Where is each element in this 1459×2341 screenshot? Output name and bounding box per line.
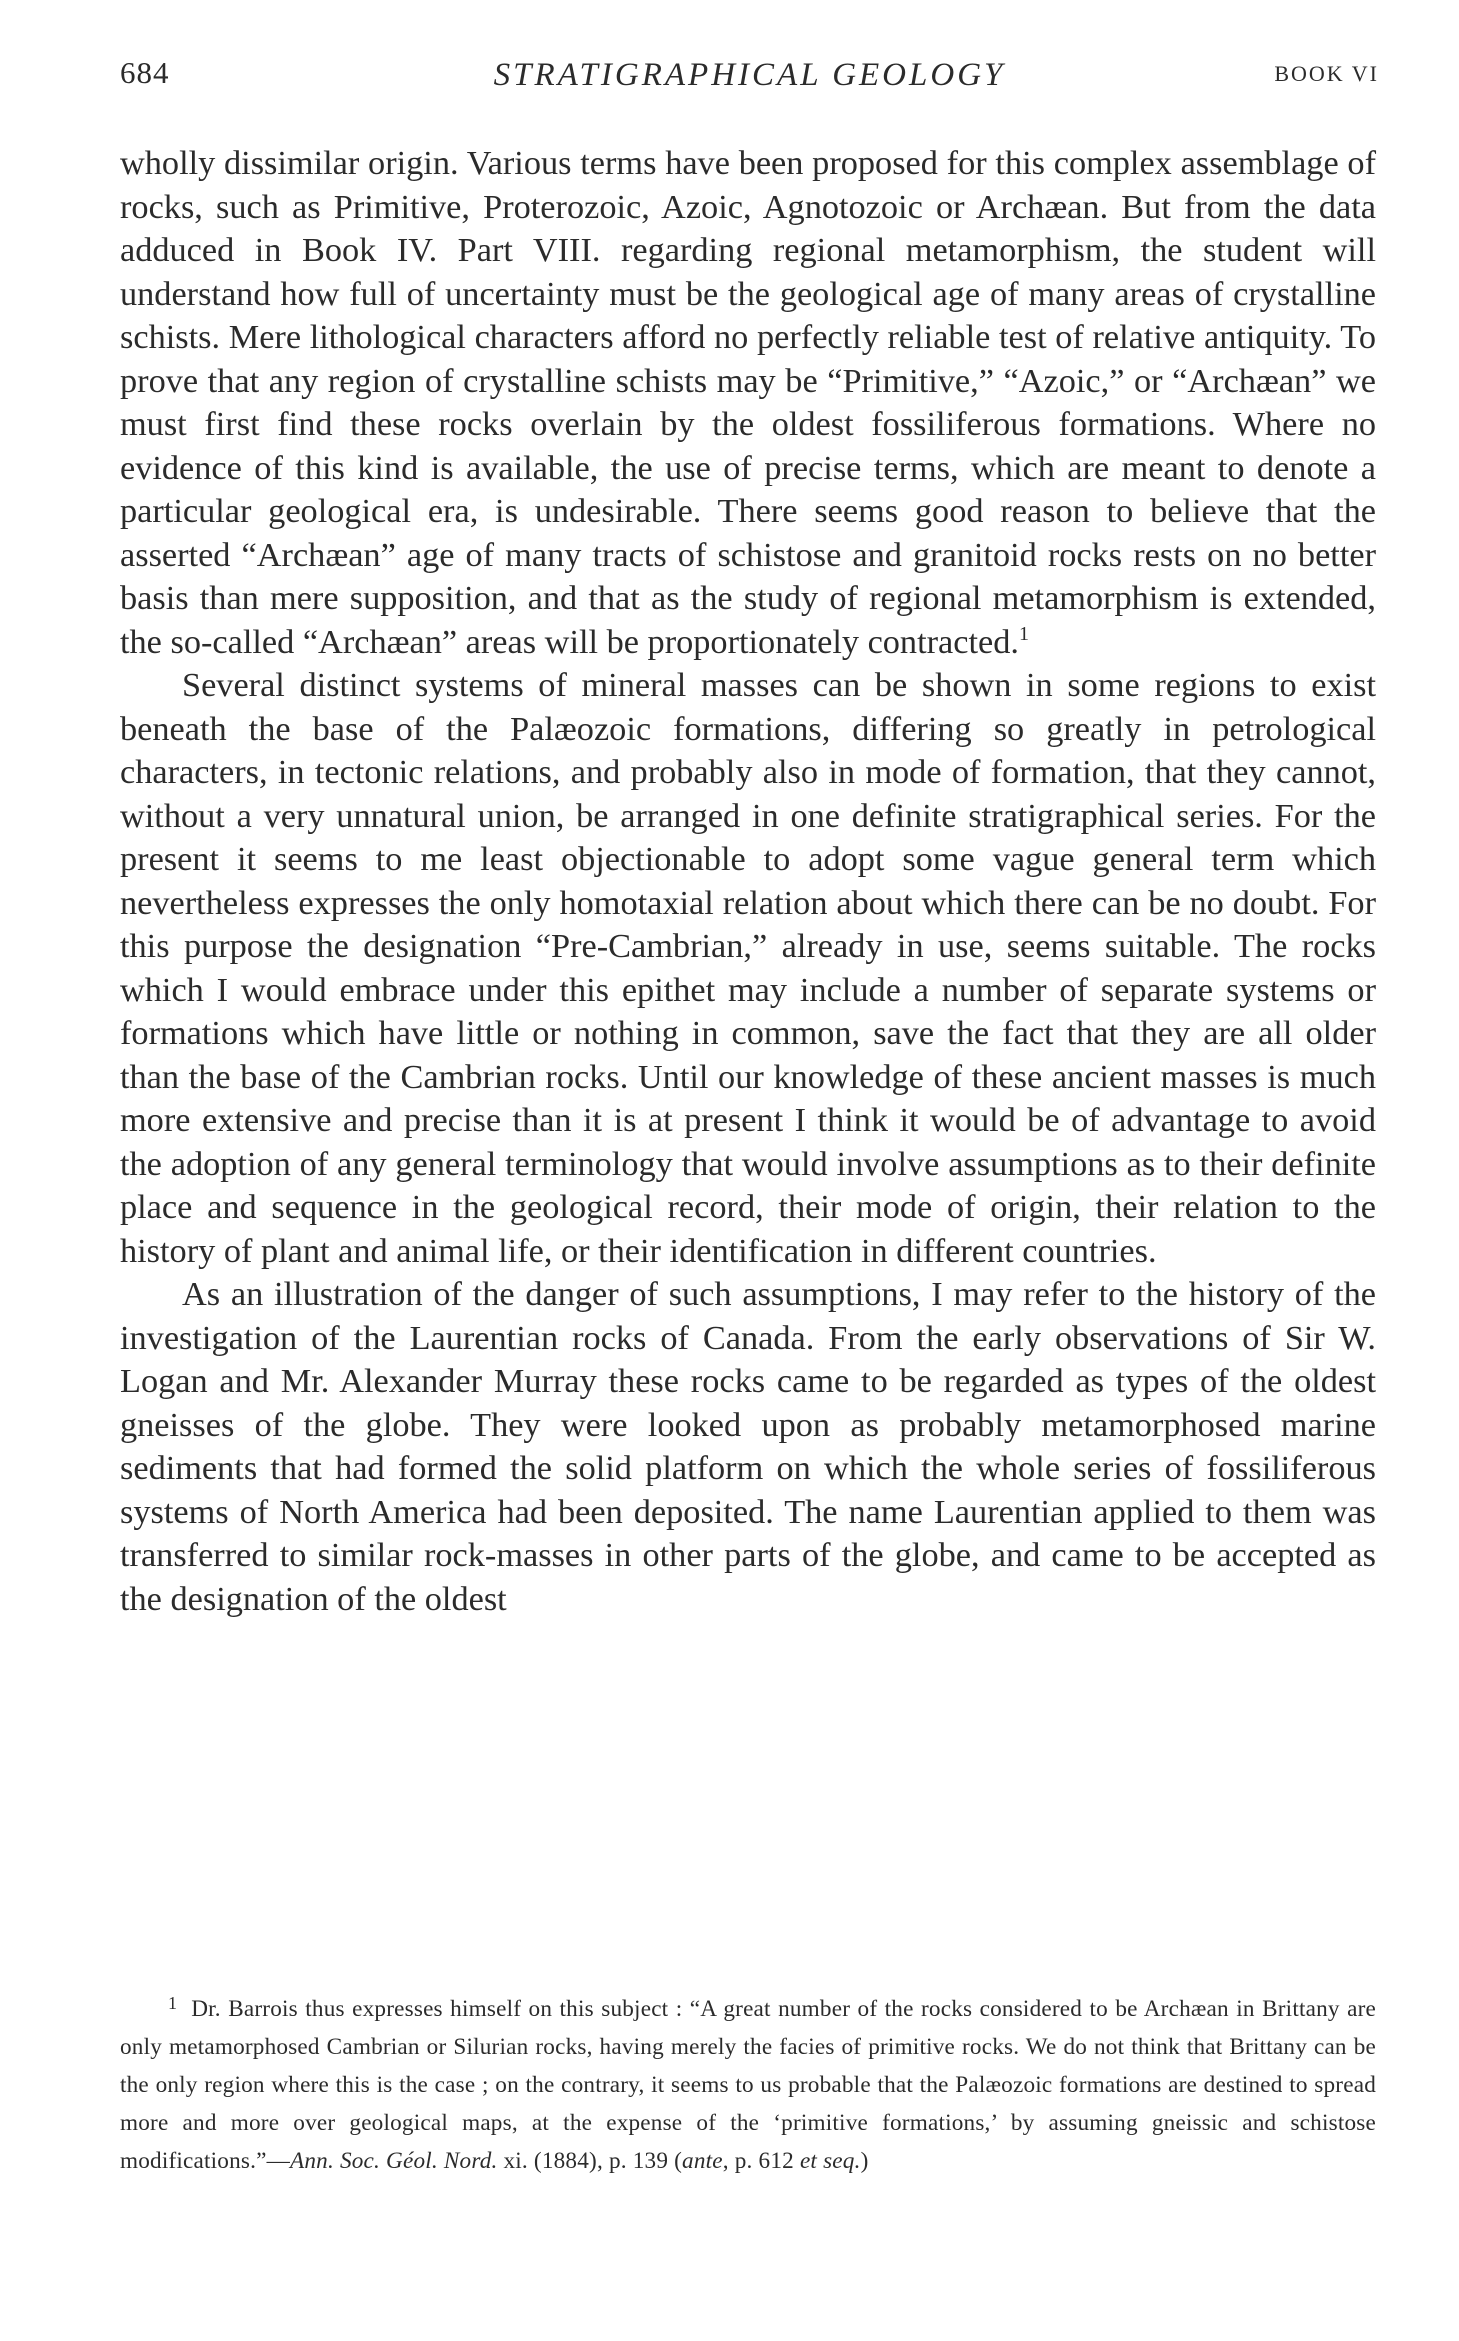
- footnote-section: [120, 1990, 1376, 2180]
- footnote-citation: xi. (1884), p. 139 (: [497, 2148, 683, 2174]
- main-text: [120, 142, 1376, 1621]
- page-number: 684: [120, 55, 170, 90]
- running-title: STRATIGRAPHICAL GEOLOGY: [493, 57, 1006, 93]
- paragraph-text: As an illustration of the danger of such assumptions, I may refer to the history of the investigation of the Laurentian rocks of Canada. From the early observations of Sir W. Logan and Mr. Alexander Murray these rocks came to be regarded as types of the oldest gneisses of the globe. They were looked upon as probably metamorphosed marine sediments that had formed the solid platform on which the whole series of fossiliferous systems of North America had been deposited. The name Laurentian applied to them was transferred to similar rock-masses in other parts of the globe, and came to be accepted as the designation of the oldest: [120, 1275, 1376, 1618]
- footnote-source: Ann. Soc. Géol. Nord.: [290, 2148, 498, 2174]
- paragraph-2: [120, 664, 1376, 1273]
- book-reference: BOOK VI: [1274, 61, 1379, 86]
- paragraph-text: wholly dissimilar origin. Various terms have been proposed for this complex assemblage of rocks, such as Primitive, Proterozoic, Azoic, Agnotozoic or Archæan. But from the data adduced in Book IV. Part VIII. regarding regional metamorphism, the student will understand how full of uncertainty must be the geological age of many areas of crystalline schists. Mere lithological characters afford no perfectly reliable test of relative antiquity. To prove that any region of crystalline schists may be “Primitive,” “Azoic,” or “Archæan” we must first find these rocks overlain by the oldest fossiliferous formations. Where no evidence of this kind is available, the use of precise terms, which are meant to denote a particular geological era, is undesirable. There seems good reason to believe that the asserted “Archæan” age of many tracts of schistose and granitoid rocks rests on no better basis than mere supposition, and that as the study of regional metamorphism is extended, the so-called “Archæan” areas will be proportionately contracted.: [120, 144, 1376, 661]
- footnote-et-seq: et seq.: [799, 2148, 861, 2174]
- footnote-text: Dr. Barrois thus expresses himself on this subject : “A great number of the rocks considered to be Archæan in Brittany are only metamorphosed Cambrian or Silurian rocks, having merely the facies of primitive rocks. We do not think that Brittany can be the only region where this is the case ; on the contrary, it seems to us probable that the Palæozoic formations are destined to spread more and more over geological maps, at the expense of the ‘primitive formations,’ by assuming gneissic and schistose modifications.”—: [120, 1996, 1376, 2174]
- footnote-reference[interactable]: 1: [1018, 622, 1029, 645]
- footnote-page-ref: , p. 612: [722, 2148, 800, 2174]
- footnote-1: [120, 1990, 1376, 2180]
- paragraph-text: Several distinct systems of mineral masses can be shown in some regions to exist beneath the base of the Palæozoic formations, differing so greatly in petrological characters, in tectonic relations, and probably also in mode of formation, that they cannot, without a very unnatural union, be arranged in one definite stratigraphical series. For the present it seems to me least objectionable to adopt some vague general term which nevertheless expresses the only homotaxial relation about which there can be no doubt. For this purpose the designation “Pre-Cambrian,” already in use, seems suitable. The rocks which I would embrace under this epithet may include a number of separate systems or formations which have little or nothing in common, save the fact that they are all older than the base of the Cambrian rocks. Until our knowledge of these ancient masses is much more extensive and precise than it is at present I think it would be of advantage to avoid the adoption of any general terminology that would involve assumptions as to their definite place and sequence in the geological record, their mode of origin, their relation to the history of plant and animal life, or their identification in different countries.: [120, 666, 1376, 1270]
- footnote-close: ): [860, 2148, 869, 2174]
- paragraph-3: [120, 1273, 1376, 1621]
- footnote-mark: 1: [168, 1993, 178, 2013]
- running-header: [120, 55, 1379, 105]
- paragraph-1: [120, 142, 1376, 664]
- footnote-ante: ante: [682, 2148, 723, 2174]
